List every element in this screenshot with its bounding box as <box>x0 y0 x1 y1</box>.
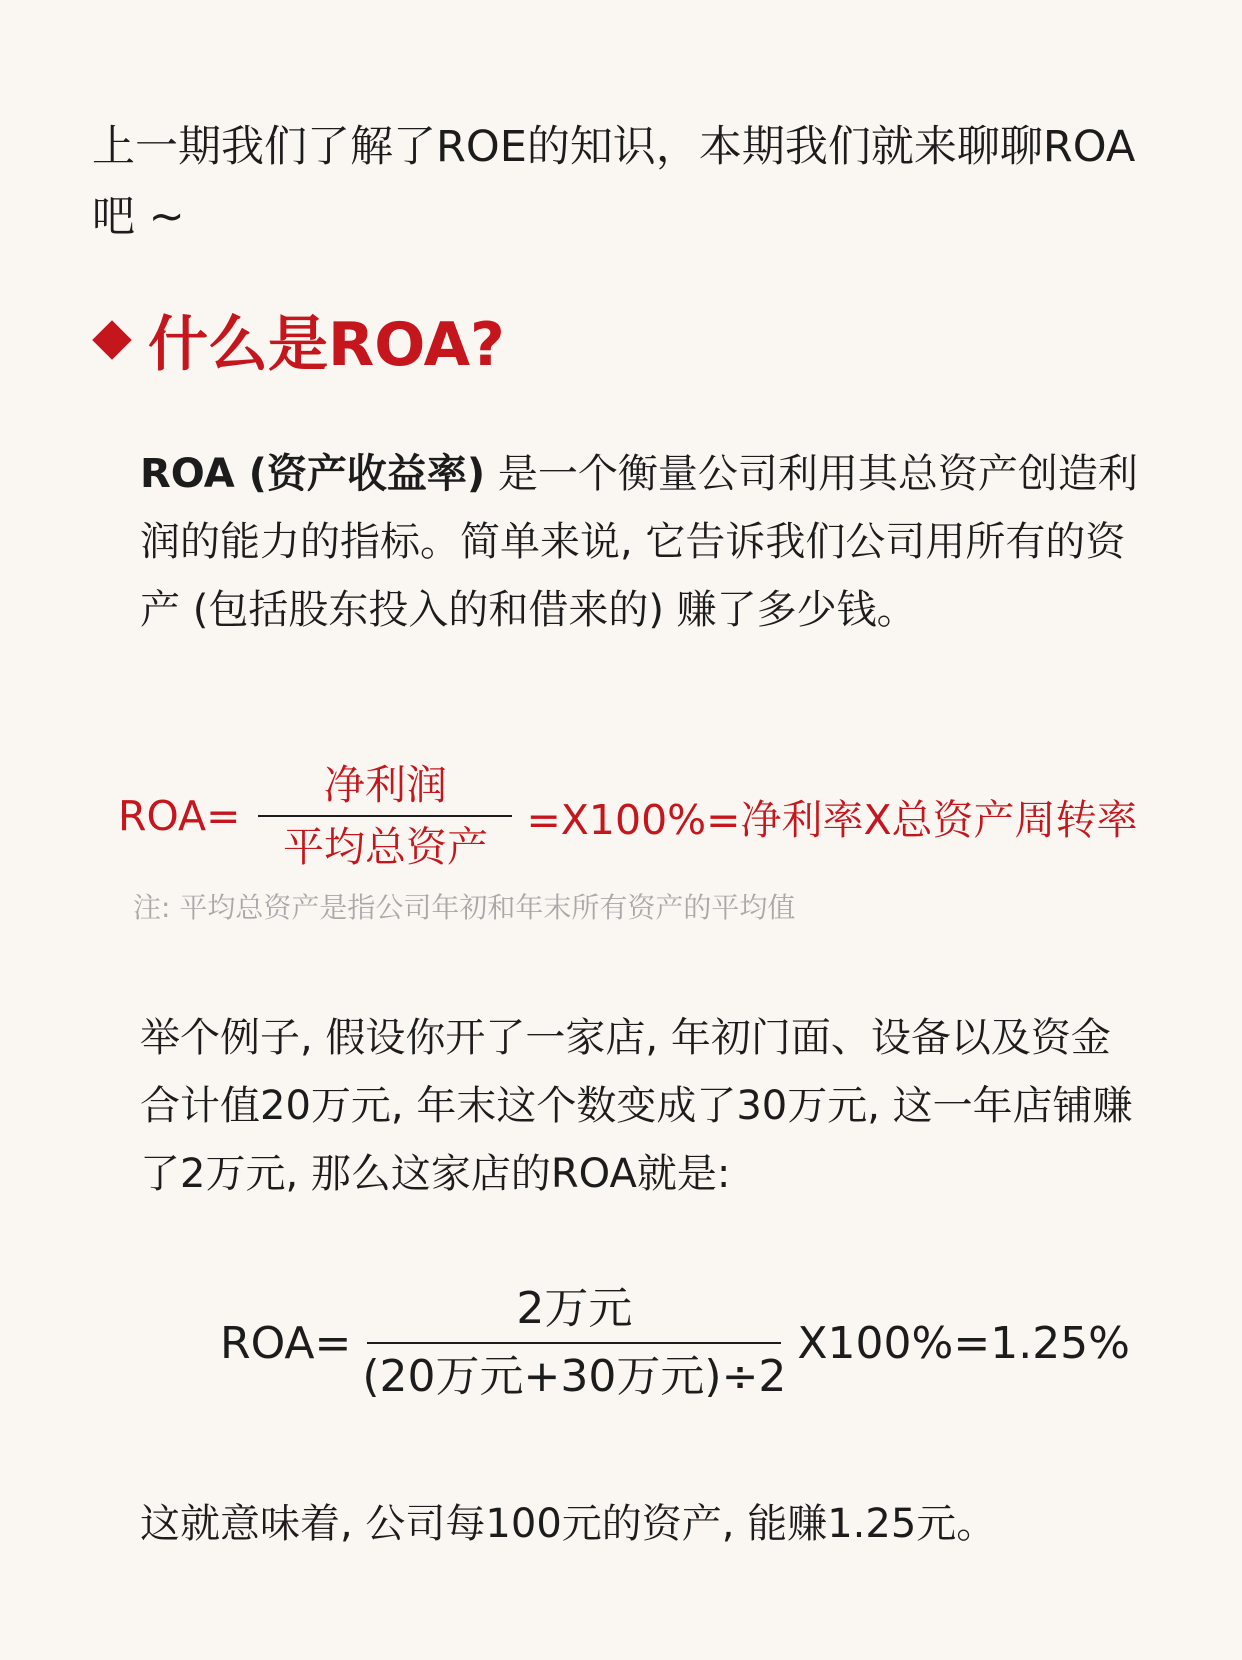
example-formula <box>220 1278 1130 1408</box>
formula-note: 注: 平均总资产是指公司年初和年末所有资产的平均值 <box>133 891 796 924</box>
definition-body: 是一个衡量公司利用其总资产创造利润的能力的指标。简单来说, 它告诉我们公司用所有的资产 (包括股东投入的和借来的) 赚了多少钱。 <box>140 451 1138 633</box>
definition-term: ROA (资产收益率) <box>140 451 486 497</box>
formula-denominator: 平均总资产 <box>282 823 488 871</box>
section-heading-text: 什么是ROA? <box>148 310 505 380</box>
example-fraction-bar <box>367 1342 781 1344</box>
example-formula-lhs: ROA= <box>220 1317 352 1369</box>
example-formula-numerator: 2万元 <box>516 1283 633 1334</box>
example-formula-denominator: (20万元+30万元)÷2 <box>362 1351 787 1402</box>
roa-formula <box>118 757 1138 875</box>
section-heading <box>92 300 505 380</box>
diamond-icon <box>92 320 132 360</box>
formula-numerator: 净利润 <box>323 761 447 809</box>
example-paragraph: 举个例子, 假设你开了一家店, 年初门面、设备以及资金合计值20万元, 年末这个数变成了30万元, 这一年店铺赚了2万元, 那么这家店的ROA就是: <box>140 1015 1133 1197</box>
intro-paragraph: 上一期我们了解了ROE的知识，本期我们就来聊聊ROA吧 ~ <box>92 122 1136 242</box>
definition-paragraph <box>140 440 1150 644</box>
fraction-bar <box>258 815 512 817</box>
example-formula-fraction <box>362 1279 787 1407</box>
formula-rhs: =X100%=净利率X总资产周转率 <box>526 795 1138 844</box>
formula-lhs: ROA= <box>118 792 241 840</box>
conclusion-paragraph: 这就意味着, 公司每100元的资产, 能赚1.25元。 <box>140 1501 997 1547</box>
example-formula-rhs: X100%=1.25% <box>797 1317 1130 1369</box>
formula-fraction <box>258 758 512 874</box>
